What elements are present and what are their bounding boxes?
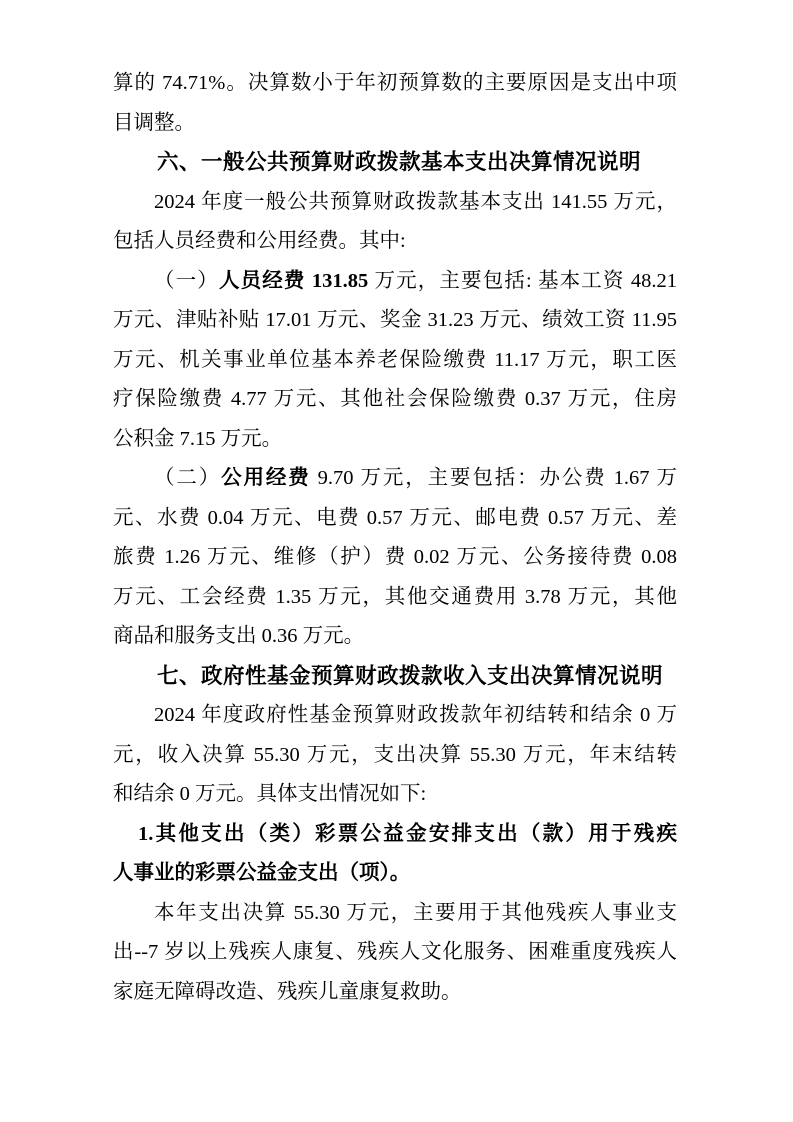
text-segment: 算的 74.71%。决算数小于年初预算数的主要原因是支出中项 [113, 72, 677, 94]
text-line [113, 380, 677, 420]
text-segment: 元、水费 0.04 万元、电费 0.57 万元、邮电费 0.57 万元、差 [113, 506, 677, 529]
text-segment: 目调整。 [113, 111, 195, 134]
text-line [113, 459, 677, 499]
text-segment: 人事业的彩票公益金支出（项）。 [113, 862, 411, 884]
text-segment: 包括人员经费和公用经费。其中: [113, 230, 406, 252]
text-segment: 商品和服务支出 0.36 万元。 [113, 625, 365, 647]
text-line [113, 973, 677, 1013]
bold-text-segment: 人员经费 131.85 [218, 269, 369, 292]
document-content [113, 64, 677, 1012]
text-segment: 9.70 万元，主要包括：办公费 1.67 万 [310, 467, 677, 489]
text-line [113, 736, 677, 776]
text-segment: 家庭无障碍改造、残疾儿童康复救助。 [113, 980, 462, 1003]
text-line [113, 262, 677, 302]
text-segment: 六、一般公共预算财政拨款基本支出决算情况说明 [157, 150, 642, 174]
text-segment: 万元，主要包括: 基本工资 48.21 [368, 269, 677, 292]
text-line [113, 933, 677, 973]
section-heading [113, 143, 677, 183]
text-segment: 疗保险缴费 4.77 万元、其他社会保险缴费 0.37 万元，住房 [113, 388, 677, 410]
text-segment: 万元、工会经费 1.35 万元，其他交通费用 3.78 万元，其他 [113, 585, 677, 608]
bold-text-segment: 公用经费 [221, 467, 311, 489]
text-line [113, 617, 677, 657]
text-segment: 和结余 0 万元。具体支出情况如下: [113, 783, 427, 805]
text-line [113, 894, 677, 934]
text-line [113, 183, 677, 223]
text-segment: 2024 年度政府性基金预算财政拨款年初结转和结余 0 万 [154, 704, 677, 726]
text-line [113, 301, 677, 341]
text-segment: 旅费 1.26 万元、维修（护）费 0.02 万元、公务接待费 0.08 [113, 546, 677, 568]
section-heading [113, 657, 677, 697]
text-line [113, 104, 677, 144]
text-line [113, 341, 677, 381]
text-segment: 七、政府性基金预算财政拨款收入支出决算情况说明 [157, 663, 664, 688]
text-line [113, 64, 677, 104]
text-segment: 万元、机关事业单位基本养老保险缴费 11.17 万元，职工医 [113, 348, 677, 371]
text-line [113, 499, 677, 539]
text-segment: 2024 年度一般公共预算财政拨款基本支出 141.55 万元， [154, 190, 677, 213]
text-line [113, 696, 677, 736]
text-segment: （二） [154, 467, 222, 489]
text-line [113, 815, 677, 855]
text-line [113, 578, 677, 618]
text-segment: 万元、津贴补贴 17.01 万元、奖金 31.23 万元、绩效工资 11.95 [113, 309, 677, 331]
text-line [113, 538, 677, 578]
text-segment: 本年支出决算 55.30 万元，主要用于其他残疾人事业支 [154, 901, 677, 924]
text-segment: 元，收入决算 55.30 万元，支出决算 55.30 万元，年末结转 [113, 743, 677, 766]
text-segment: 公积金 7.15 万元。 [113, 427, 283, 450]
text-line [113, 420, 677, 460]
text-segment: （一） [154, 269, 219, 292]
text-line [113, 222, 677, 262]
text-line [113, 854, 677, 894]
text-segment: 1.其他支出（类）彩票公益金安排支出（款）用于残疾 [138, 822, 677, 845]
text-segment: 出--7 岁以上残疾人康复、残疾人文化服务、困难重度残疾人 [113, 941, 677, 963]
text-line [113, 775, 677, 815]
